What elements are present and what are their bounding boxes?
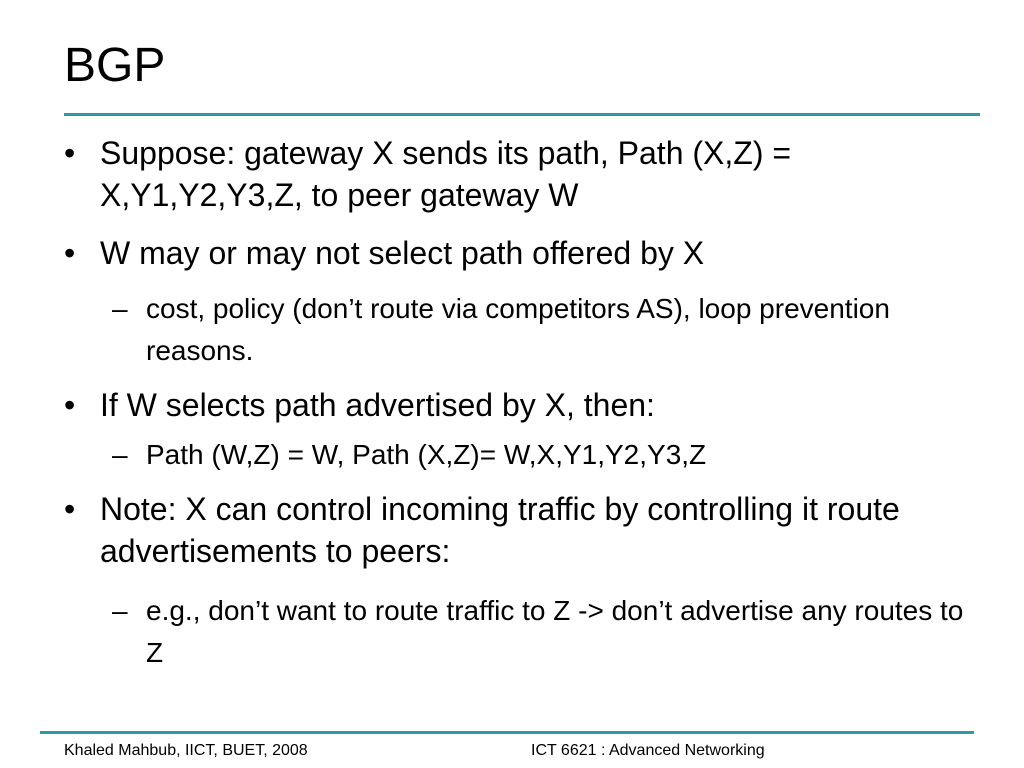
bullet-text: W may or may not select path offered by X [100,235,705,271]
sub-bullet-marker: – [112,595,128,626]
sub-bullet-item [112,590,972,674]
bullet-text: Note: X can control incoming traffic by controlling it route advertisements to peers: [100,491,900,569]
sub-bullet-marker: – [112,439,128,470]
bullet-text: If W selects path advertised by X, then: [100,387,655,423]
slide-title: BGP [64,39,166,92]
bullet-item [64,384,984,426]
footer-divider [40,731,974,734]
sub-bullet-marker: – [112,293,128,324]
sub-bullet-item [112,434,972,476]
bullet-item [64,232,984,274]
sub-bullet-text: e.g., don’t want to route traffic to Z -> don’t advertise any routes to Z [146,595,964,668]
sub-bullet-text: cost, policy (don’t route via competitors AS), loop prevention reasons. [146,293,890,366]
footer-author: Khaled Mahbub, IICT, BUET, 2008 [64,742,308,759]
title-divider [64,113,980,116]
sub-bullet-text: Path (W,Z) = W, Path (X,Z)= W,X,Y1,Y2,Y3,Z [146,439,707,470]
bullet-marker: • [64,235,76,271]
bullet-text: Suppose: gateway X sends its path, Path (X,Z) = X,Y1,Y2,Y3,Z, to peer gateway W [100,135,792,213]
footer-course: ICT 6621 : Advanced Networking [531,742,765,759]
bullet-marker: • [64,491,76,527]
bullet-marker: • [64,135,76,171]
bullet-item [64,132,984,216]
sub-bullet-item [112,288,972,372]
bullet-marker: • [64,387,76,423]
bullet-item [64,488,984,572]
